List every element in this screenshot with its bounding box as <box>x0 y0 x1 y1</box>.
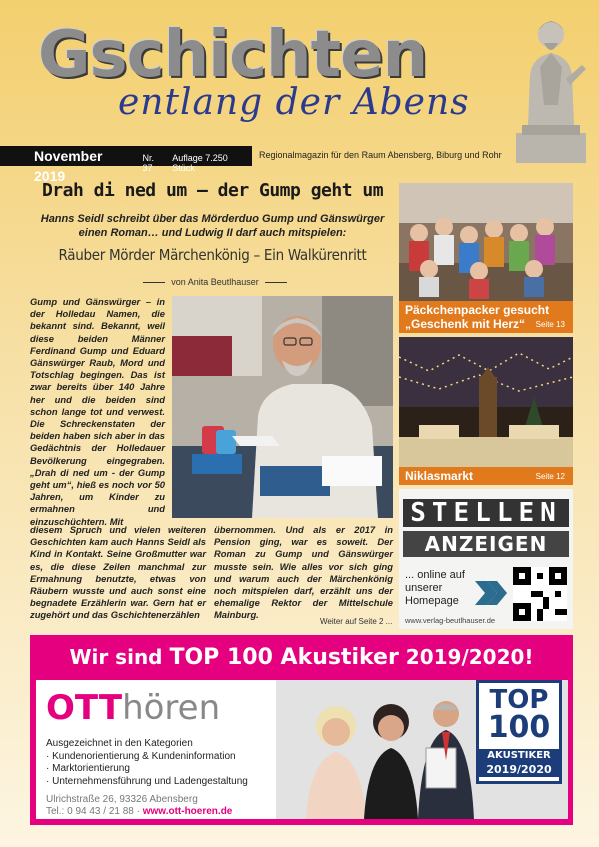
continued-link[interactable]: Weiter auf Seite 2 ... <box>320 617 393 626</box>
article-headline: Drah di ned um – der Gump geht um <box>41 180 384 201</box>
teaser-caption <box>399 467 573 485</box>
top100-badge <box>476 680 562 784</box>
logo-ott: OTT <box>46 688 123 728</box>
ad-bullet: · Marktorientierung <box>46 763 130 774</box>
article-column-right: übernommen. Und als er 2017 in Pension ging, war es soweit. Der Roman zu Gump und Gänswürger musste sein. Wie alles vor sich ging und warum auch der Märchenkönig noch mitspielen darf, erzählt uns der ehemalige Rektor der Mittelschule Mainburg. <box>214 524 393 621</box>
article-column-bottom: diesem Spruch und vielen weiteren Geschichten kam auch Hanns Seidl als Kind in Kontakt. Seine Großmutter war es, die diese Zeilen manchmal zur Ermahnung benutzte, etwas von Räubern wusste und auch sonst eine begnadete Erzählerin war. Gern hat er zugehört und das Gschichtenerzählen <box>30 524 206 621</box>
teaser-niklasmarkt[interactable] <box>399 337 573 485</box>
author-photo <box>172 296 393 518</box>
teaser-title: Päckchenpacker gesucht <box>405 303 550 317</box>
chevron-right-icon <box>475 581 509 605</box>
tagline: Regionalmagazin für den Raum Abensberg, Biburg und Rohr <box>259 150 502 160</box>
qr-code[interactable] <box>513 567 567 621</box>
ott-hoeren-logo <box>46 690 220 726</box>
teaser-page: Seite 13 <box>535 320 565 329</box>
circulation: Auflage 7.250 Stück <box>172 153 228 173</box>
ad-headline <box>30 645 573 670</box>
online-text: ... online auf unserer Homepage <box>405 569 465 607</box>
ad-intro: Ausgezeichnet in den Kategorien <box>46 738 193 749</box>
award-photo <box>276 680 568 819</box>
article-subtitle: Räuber Mörder Märchenkönig – Ein Walkürenritt <box>58 246 367 264</box>
badge-top: TOP <box>489 685 549 715</box>
issue-bar <box>0 146 252 184</box>
badge-label: AKUSTIKER <box>479 749 559 763</box>
ad-address: Ulrichstraße 26, 93326 Abensberg <box>46 794 198 805</box>
masthead-title: Gschichten <box>38 18 428 92</box>
website-url[interactable]: www.verlag-beutlhauser.de <box>405 616 496 625</box>
article-byline <box>110 277 320 287</box>
stellen-tiles: STELLEN <box>403 499 569 527</box>
ad-headline-post: 2019/2020! <box>405 645 534 669</box>
ad-url[interactable]: www.ott-hoeren.de <box>142 806 233 817</box>
article-deck: Hanns Seidl schreibt über das Mörderduo Gump und Gänswürger einen Roman… und Ludwig II darf auch mitspielen: <box>40 213 385 239</box>
issue-month: November 2019 <box>34 148 103 184</box>
ad-bullet: · Kundenorientierung & Kundeninformation <box>46 750 236 762</box>
stellenanzeigen-box[interactable] <box>399 489 573 629</box>
teaser-title: Niklasmarkt <box>405 469 474 483</box>
issue-number: Nr. 37 <box>142 153 154 173</box>
ad-bullet: · Unternehmensführung und Ladengestaltung <box>46 775 248 787</box>
ad-contact <box>46 794 232 818</box>
teaser-subtitle: „Geschenk mit Herz“ <box>405 317 526 331</box>
byline-text: von Anita Beutlhauser <box>171 277 259 287</box>
article-column-left: Gump und Gänswürger – in der Holledau Namen, die bekannt sind. Bekannt, weil diese beiden Männer Ferdinand Gump und Eduard Gänswürger Raub, Mord und Totschlag begingen. Das ist zwar bereits über 140 Jahre her und die beiden sind schon lange tot und verwest. Die Schreckenstaten der beiden haben sich aber in das Gedächtnis der Holledauer Bevölkerung eingegraben. „Drah di ned um - der Gump geht um“, hieß es noch vor 50 Jahren, um Kinder zu ermahnen und einzuschüchtern. Mit <box>30 296 165 527</box>
christmas-market-photo <box>399 337 573 485</box>
badge-100: 100 <box>487 710 551 745</box>
ad-text-panel <box>36 680 276 819</box>
ad-headline-pre: Wir sind <box>69 645 163 669</box>
teaser-caption <box>399 301 573 333</box>
logo-hoeren: hören <box>122 688 221 728</box>
ott-hoeren-ad[interactable] <box>30 635 573 825</box>
statue-image <box>508 5 594 163</box>
masthead-subtitle: entlang der Abens <box>118 82 470 123</box>
ad-categories <box>46 738 248 788</box>
teaser-paeckchenpacker[interactable] <box>399 183 573 333</box>
ad-headline-highlight: TOP 100 Akustiker <box>169 645 399 670</box>
teaser-page: Seite 12 <box>535 472 565 481</box>
ad-phone-line: Tel.: 0 94 43 / 21 88 · www.ott-hoeren.de <box>46 806 233 817</box>
anzeigen-label: ANZEIGEN <box>403 531 569 557</box>
badge-year: 2019/2020 <box>479 763 559 777</box>
